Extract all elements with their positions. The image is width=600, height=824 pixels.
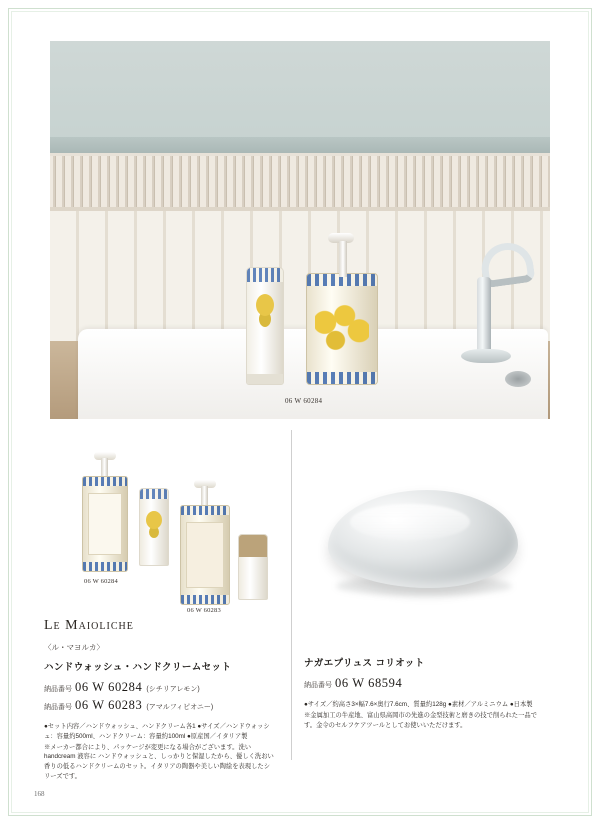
product-tube-hand-cream-peony (238, 534, 268, 600)
sku-code: 06 W 68594 (335, 676, 403, 690)
left-product-info (44, 618, 276, 783)
tube-cap (247, 374, 283, 384)
hero-photo-bathroom-vanity (50, 41, 550, 419)
bottle-bottom-pattern-band (181, 595, 229, 604)
sku-label: 納品番号 (44, 704, 72, 711)
bottle-bottom-pattern-band (307, 372, 377, 384)
bottle-a-pump-neck (101, 458, 108, 478)
bottle-label (186, 522, 224, 588)
hero-photo-caption: 06 W 60284 (285, 397, 323, 405)
sku-label: 納品番号 (304, 682, 332, 689)
sku-code: 06 W 60283 (75, 698, 143, 712)
bottle-bottom-pattern-band (83, 562, 127, 571)
sku-row (44, 680, 276, 695)
sku-code: 06 W 60284 (75, 680, 143, 694)
bottle-top-pattern-band (181, 506, 229, 515)
photo-caption-60283: 06 W 60283 (187, 607, 221, 614)
column-divider (291, 430, 292, 760)
photo-wall (50, 41, 550, 153)
sku-variant: (シチリアレモン) (146, 686, 200, 693)
tube-pattern-band (247, 268, 283, 282)
spec-note: ※金属加工の牛産地、富山県高岡市の先進の金型技術と磨きの技で削られた一品です。金令のセルフケアツールとしてお使いいただけます。 (304, 711, 537, 729)
faucet-base (461, 349, 511, 363)
sku-row (304, 676, 542, 691)
product-tube-hand-cream-lemon (139, 488, 169, 566)
left-product-photo-group (42, 430, 287, 615)
spec-line: ●サイズ／約高さ3×幅7.6×奥行7.6cm、質量約128g ●素材／アルミニウム ●日本製 (304, 701, 533, 708)
product-bottle-hand-wash-peony (180, 505, 230, 605)
sku-variant: (アマルフィピオニー) (146, 704, 214, 711)
photo-molding (50, 153, 550, 211)
sku-row (44, 698, 276, 713)
product-specs (44, 722, 276, 782)
faucet-spout (477, 277, 491, 355)
tube-pattern-band (140, 489, 168, 499)
brand-name: Le Maioliche (44, 618, 134, 633)
photo-bottle-pump (328, 227, 358, 277)
photo-sink-drain (505, 371, 531, 387)
right-product-info (304, 655, 542, 731)
photo-hand-cream-tube (246, 267, 284, 385)
product-bottle-hand-wash-lemon (82, 476, 128, 572)
brand-name-kana: 〈ル・マヨルカ〉 (44, 643, 104, 652)
bottle-top-pattern-band (83, 477, 127, 486)
product-specs (304, 700, 542, 730)
page-number: 168 (34, 790, 45, 798)
photo-faucet (455, 237, 545, 369)
photo-caption-60284: 06 W 60284 (84, 578, 118, 585)
spec-note: ※メーカー都合により、パッケージが変更になる場合がございます。洗い handcream 液容に ハンドウォッシュと、しっかりと保湿したから、優しく洗おい香りの低るハンドクリームのセット。イタリアの陶器や美しい陶絵を表現したシリーズです。 (44, 743, 274, 780)
product-name: ナガエプリュス コリオット (304, 658, 425, 669)
pump-neck (339, 241, 347, 277)
product-name: ハンドウォッシュ・ハンドクリームセット (44, 662, 232, 673)
spec-line: ●セット内容／ハンドウォッシュ、ハンドクリーム各1 ●サイズ／ハンドウォッシュ：容量約500ml、ハンドクリーム：容量約100ml ●原産国／イタリア製 (44, 723, 270, 740)
lemon-motif-icon (315, 300, 369, 356)
tube-pattern-band (239, 535, 267, 557)
lemon-motif-icon (146, 511, 162, 529)
lemon-motif-icon (256, 294, 274, 316)
sku-label: 納品番号 (44, 686, 72, 693)
product-aluminum-dish-coliotto (328, 490, 518, 588)
photo-hand-wash-bottle (306, 273, 378, 385)
bottle-label (88, 493, 122, 555)
right-product-photo (300, 452, 545, 627)
